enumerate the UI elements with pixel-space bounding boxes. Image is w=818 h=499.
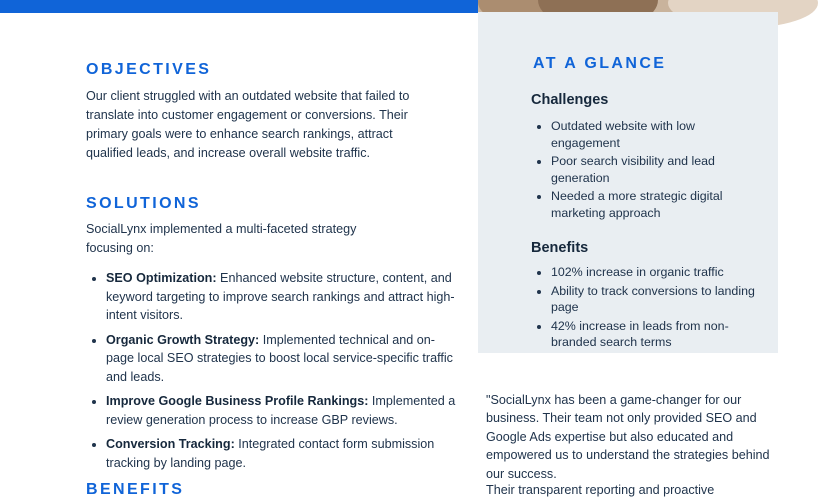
at-a-glance-card bbox=[478, 12, 778, 353]
list-item-rest: Implemented technical and on-page local SEO strategies to boost local service-specific traffic and leads. bbox=[106, 332, 453, 384]
solutions-list bbox=[86, 269, 456, 478]
benefits-label: Benefits bbox=[531, 240, 589, 256]
benefits-list bbox=[531, 264, 766, 353]
challenges-label: Challenges bbox=[531, 92, 609, 108]
list-item bbox=[106, 435, 456, 472]
list-item: • Needed a more strategic digital marketing approach bbox=[551, 188, 766, 221]
list-item bbox=[106, 269, 456, 325]
header-photo bbox=[478, 0, 800, 12]
testimonial-paragraph-1: "SocialLynx has been a game-changer for our business. Their team not only provided SEO and Google Ads expertise but also educated and empowered us to understand the strategies behind our success. bbox=[486, 392, 770, 481]
objectives-body: Our client struggled with an outdated website that failed to translate into customer engagement or conversions. Their primary goals were to enhance search rankings, attract qualified leads, and increase overall website traffic. bbox=[86, 89, 410, 160]
top-accent-bar bbox=[0, 0, 478, 13]
list-item bbox=[106, 392, 456, 429]
list-item-rest: Enhanced website structure, content, and keyword targeting to improve search rankings and attract high-intent visitors. bbox=[106, 271, 455, 322]
challenges-list bbox=[531, 118, 766, 224]
list-item bbox=[106, 331, 456, 387]
list-item-rest: Integrated contact form submission tracking by landing page. bbox=[106, 437, 435, 470]
benefits-heading: BENEFITS bbox=[86, 481, 185, 498]
list-item: • Ability to track conversions to landing page bbox=[551, 283, 766, 316]
list-item: • 42% increase in leads from non-branded search terms bbox=[551, 318, 766, 351]
list-item-lead: Organic Growth Strategy: bbox=[106, 332, 260, 347]
list-item: • Outdated website with low engagement bbox=[551, 118, 766, 151]
list-item: • Poor search visibility and lead generation bbox=[551, 153, 766, 186]
solutions-intro: SocialLynx implemented a multi-faceted strategy focusing on: bbox=[86, 222, 357, 255]
list-item-lead: SEO Optimization: bbox=[106, 271, 217, 285]
at-a-glance-title: AT A GLANCE bbox=[533, 55, 667, 72]
left-content-column bbox=[0, 13, 478, 498]
solutions-heading: SOLUTIONS bbox=[86, 195, 201, 212]
list-item-lead: Conversion Tracking: bbox=[106, 437, 235, 451]
testimonial-paragraph-2: Their transparent reporting and proactive bbox=[486, 482, 715, 497]
list-item: • 102% increase in organic traffic bbox=[551, 264, 766, 281]
list-item-lead: Improve Google Business Profile Rankings: bbox=[106, 394, 369, 408]
objectives-heading: OBJECTIVES bbox=[86, 61, 212, 78]
list-item-rest: Implemented a review generation process to increase GBP reviews. bbox=[106, 394, 456, 427]
